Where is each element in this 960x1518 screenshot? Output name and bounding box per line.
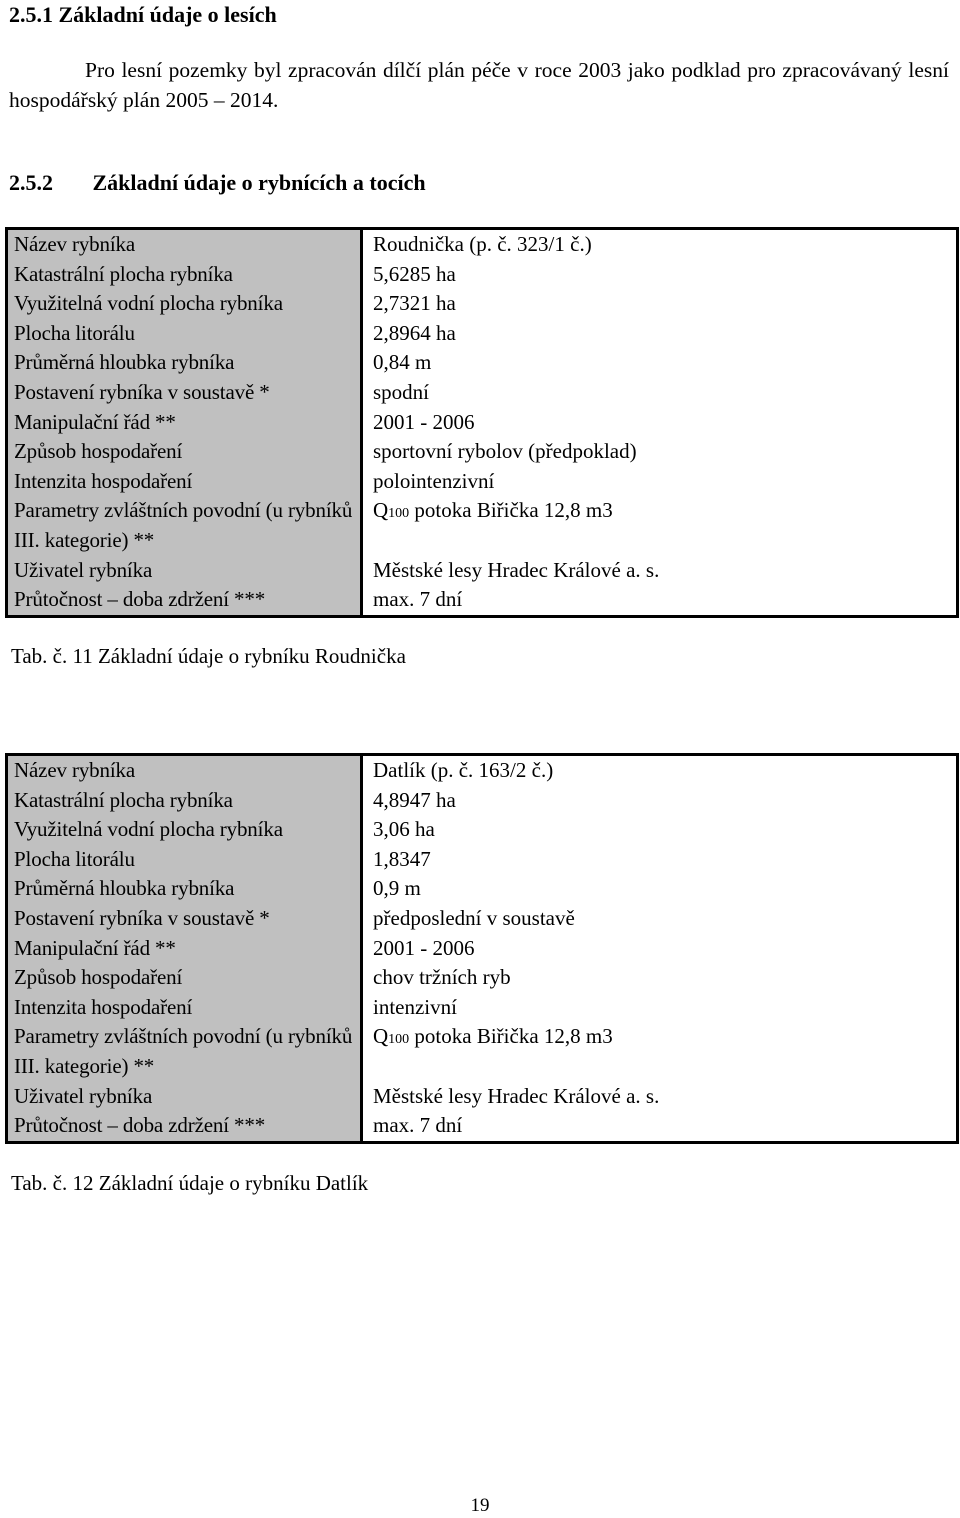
table-row	[7, 963, 958, 993]
table-row	[7, 467, 958, 497]
row-label: Manipulační řád **	[7, 934, 362, 964]
pond-table-datlik	[5, 753, 959, 1144]
section-number: 2.5.1	[9, 2, 53, 27]
row-label: Katastrální plocha rybníka	[7, 260, 362, 290]
table-row	[7, 378, 958, 408]
q-text: potoka Biřička 12,8 m3	[409, 498, 613, 523]
row-value: intenzivní	[373, 994, 457, 1019]
row-label: Intenzita hospodaření	[7, 993, 362, 1023]
table-row	[7, 319, 958, 349]
row-value: 4,8947 ha	[373, 787, 456, 812]
row-label: Manipulační řád **	[7, 408, 362, 438]
table-row	[7, 934, 958, 964]
row-label: Využitelná vodní plocha rybníka	[7, 815, 362, 845]
table-row	[7, 1022, 958, 1081]
row-label: Průměrná hloubka rybníka	[7, 348, 362, 378]
row-value: 2001 - 2006	[373, 409, 475, 434]
row-label: Průměrná hloubka rybníka	[7, 874, 362, 904]
row-value: polointenzivní	[373, 468, 495, 493]
row-value: sportovní rybolov (předpoklad)	[373, 439, 637, 464]
pond-table-roudnicka	[5, 227, 959, 618]
row-label: Průtočnost – doba zdržení ***	[7, 1111, 362, 1142]
row-value: 0,84 m	[373, 350, 432, 375]
row-label: Způsob hospodaření	[7, 963, 362, 993]
row-value: Městské lesy Hradec Králové a. s.	[373, 1083, 660, 1108]
q-subscript: 100	[388, 1032, 410, 1048]
table-row	[7, 496, 958, 555]
row-label: Způsob hospodaření	[7, 437, 362, 467]
row-value	[362, 1022, 958, 1081]
row-label: Uživatel rybníka	[7, 556, 362, 586]
row-label: Postavení rybníka v soustavě *	[7, 378, 362, 408]
row-value: Městské lesy Hradec Králové a. s.	[373, 557, 660, 582]
table-row	[7, 556, 958, 586]
table-row	[7, 874, 958, 904]
row-value: Roudnička (p. č. 323/1 č.)	[373, 232, 592, 256]
row-value: 0,9 m	[373, 876, 421, 901]
table-row	[7, 786, 958, 816]
row-label: Využitelná vodní plocha rybníka	[7, 289, 362, 319]
section-heading-ponds	[9, 170, 426, 196]
row-value: Datlík (p. č. 163/2 č.)	[373, 758, 554, 782]
row-value: 2001 - 2006	[373, 935, 475, 960]
table-row	[7, 408, 958, 438]
row-value: 3,06 ha	[373, 817, 435, 842]
table-row	[7, 585, 958, 616]
page-number: 19	[470, 1495, 490, 1516]
q-symbol: Q	[373, 498, 389, 523]
row-label: Uživatel rybníka	[7, 1082, 362, 1112]
row-label: Plocha litorálu	[7, 319, 362, 349]
row-value: předposlední v soustavě	[373, 905, 575, 930]
table-row	[7, 993, 958, 1023]
row-value: max. 7 dní	[373, 587, 463, 612]
row-value: max. 7 dní	[373, 1113, 463, 1138]
row-label: Parametry zvláštních povodní (u rybníků III. kategorie) **	[7, 1022, 362, 1081]
row-label: Název rybníka	[7, 229, 362, 260]
table-row	[7, 348, 958, 378]
row-label: Parametry zvláštních povodní (u rybníků III. kategorie) **	[7, 496, 362, 555]
table-row	[7, 904, 958, 934]
row-label: Postavení rybníka v soustavě *	[7, 904, 362, 934]
table-caption-datlik: Tab. č. 12 Základní údaje o rybníku Datlík	[11, 1171, 369, 1195]
row-value: 1,8347	[373, 846, 431, 871]
row-value: spodní	[373, 379, 430, 404]
table-row	[7, 229, 958, 260]
table-row	[7, 1082, 958, 1112]
table-row	[7, 289, 958, 319]
row-value: 5,6285 ha	[373, 261, 456, 286]
table-row	[7, 1111, 958, 1142]
table-caption-roudnicka: Tab. č. 11 Základní údaje o rybníku Roudnička	[11, 644, 406, 668]
row-label: Intenzita hospodaření	[7, 467, 362, 497]
q-symbol: Q	[373, 1024, 389, 1049]
table-row	[7, 755, 958, 786]
row-value	[362, 496, 958, 555]
row-value: chov tržních ryb	[373, 965, 511, 990]
q-subscript: 100	[388, 506, 410, 522]
forest-paragraph: Pro lesní pozemky byl zpracován dílčí plán péče v roce 2003 jako podklad pro zpracovávaný lesní hospodářský plán 2005 – 2014.	[9, 58, 949, 112]
section-title: Základní údaje o lesích	[58, 2, 277, 27]
table-row	[7, 260, 958, 290]
q-text: potoka Biřička 12,8 m3	[409, 1024, 613, 1049]
row-label: Název rybníka	[7, 755, 362, 786]
section-title: Základní údaje o rybnících a tocích	[92, 170, 426, 195]
table-row	[7, 437, 958, 467]
row-value: 2,7321 ha	[373, 291, 456, 316]
table-row	[7, 815, 958, 845]
row-label: Průtočnost – doba zdržení ***	[7, 585, 362, 616]
row-value: 2,8964 ha	[373, 320, 456, 345]
section-heading-forests	[9, 2, 277, 28]
row-label: Plocha litorálu	[7, 845, 362, 875]
section-number: 2.5.2	[9, 170, 53, 195]
table-row	[7, 845, 958, 875]
row-label: Katastrální plocha rybníka	[7, 786, 362, 816]
